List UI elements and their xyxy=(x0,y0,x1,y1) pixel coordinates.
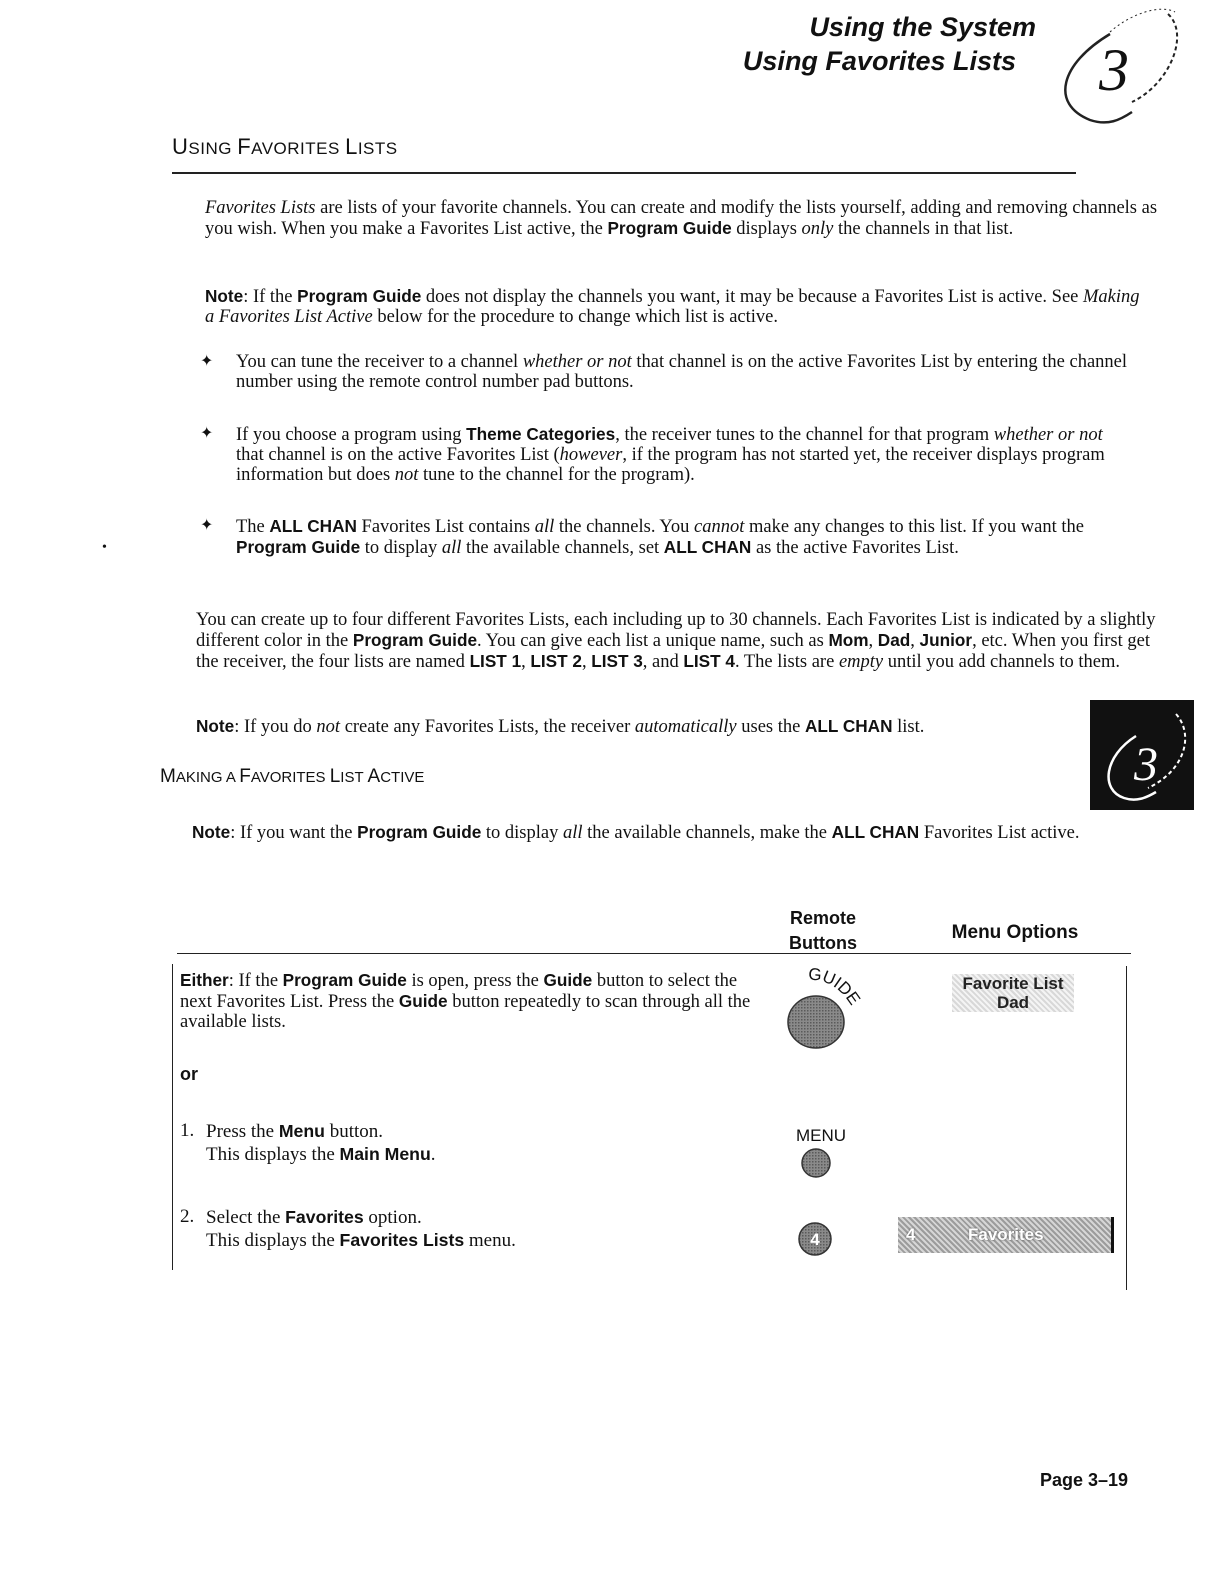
option-number: 4 xyxy=(906,1225,916,1244)
subsection-title-part: IST xyxy=(340,769,368,786)
section-title-part: L xyxy=(345,134,358,159)
option-label: Favorites xyxy=(968,1225,1044,1244)
text-run: ALL CHAN xyxy=(804,716,893,736)
text-run: Making a Favorites List Active xyxy=(205,287,1140,327)
text-run: ALL CHAN xyxy=(831,822,920,842)
text-run: LIST 1 xyxy=(469,651,522,671)
note-label: Note xyxy=(192,822,231,842)
text-run: Junior xyxy=(919,630,973,650)
text-run: below for the procedure to change which list is active. xyxy=(372,307,779,327)
menu-button-icon xyxy=(800,1146,832,1180)
instruction-step xyxy=(180,1120,740,1166)
note-label: Note xyxy=(196,716,235,736)
bullet-diamond-icon: ✦ xyxy=(200,425,214,442)
text-run: that channel is on the active Favorites List ( xyxy=(236,445,560,465)
text-run: This displays the xyxy=(206,1144,340,1165)
subsection-title xyxy=(160,766,424,788)
section-title-part: F xyxy=(237,134,252,159)
text-run: button repeatedly to scan through all the available lists. xyxy=(180,992,751,1032)
text-run: Main Menu xyxy=(339,1144,431,1164)
text-run: Favorites xyxy=(285,1207,364,1227)
subsection-title-part: AVORITES xyxy=(250,769,330,786)
text-run: until you add channels to them. xyxy=(883,652,1120,672)
instruction-either xyxy=(180,970,760,1032)
menu-button-label: MENU xyxy=(796,1126,847,1145)
text-run: menu. xyxy=(464,1230,516,1251)
text-run: . xyxy=(430,1144,436,1165)
text-run: , xyxy=(521,652,531,672)
column-header-remote-buttons xyxy=(770,906,876,956)
text-run: are lists of your favorite channels. You can create and modify the lists yourself, adding and removing channels as you wish. When you make a Favorites List active, the xyxy=(205,198,1158,239)
text-run: does not display the channels you want, it may be because a Favorites List is active. See xyxy=(421,287,1084,307)
note-label: Note xyxy=(205,286,244,306)
text-run: button. xyxy=(324,1121,383,1142)
text-run: Guide xyxy=(398,991,448,1011)
text-run: displays xyxy=(731,219,802,239)
section-title-part: AVORITES xyxy=(251,139,346,158)
text-run: empty xyxy=(838,652,884,672)
favorites-menu-option xyxy=(898,1217,1114,1253)
text-run: whether or not xyxy=(522,352,632,372)
text-run: Press the xyxy=(206,1121,279,1142)
section-title-part: ISTS xyxy=(357,139,398,158)
page-number: Page 3–19 xyxy=(1040,1470,1129,1490)
text-run: not xyxy=(394,465,419,485)
text-run: . The lists are xyxy=(734,652,839,672)
table-border-right xyxy=(1126,966,1127,1290)
text-run: Program Guide xyxy=(607,218,732,238)
option-line: Favorite List xyxy=(962,974,1064,993)
text-run: Program Guide xyxy=(352,630,478,650)
guide-button-icon xyxy=(780,968,868,1054)
chapter-tab-number: 3 xyxy=(1134,738,1158,791)
note-program-guide xyxy=(205,286,1150,327)
text-run: Favorites List contains xyxy=(356,517,535,537)
text-run: list. xyxy=(892,717,925,737)
text-run: create any Favorites Lists, the receiver xyxy=(340,717,635,737)
text-run: Guide xyxy=(543,970,593,990)
header-section-title: Using Favorites Lists xyxy=(742,46,1016,76)
subsection-title-part: L xyxy=(329,766,341,787)
text-run: : If you want the xyxy=(230,823,358,843)
number-four-label: 4 xyxy=(810,1230,820,1249)
text-run: The xyxy=(236,517,270,537)
step-number: 1. xyxy=(180,1120,195,1141)
text-run: the channels in that list. xyxy=(833,219,1014,239)
text-run: all xyxy=(562,823,583,843)
text-run: , xyxy=(868,631,878,651)
note-all-chan-active xyxy=(192,822,1152,843)
step-number: 2. xyxy=(180,1206,195,1227)
text-run: as the active Favorites List. xyxy=(751,538,959,558)
text-run: Mom xyxy=(828,630,869,650)
chapter-tab xyxy=(1090,700,1194,810)
stray-dot: • xyxy=(102,540,107,555)
text-run: is open, press the xyxy=(406,971,544,991)
text-run: make any changes to this list. If you want the xyxy=(744,517,1084,537)
text-run: only xyxy=(801,219,834,239)
text-run: to display xyxy=(360,538,442,558)
text-run: : If the xyxy=(243,287,298,307)
subsection-title-part: A xyxy=(367,766,381,787)
text-run: Dad xyxy=(877,630,911,650)
text-run: Program Guide xyxy=(357,822,482,842)
text-run: . You can give each list a unique name, such as xyxy=(477,631,829,651)
text-run: If you choose a program using xyxy=(236,425,467,445)
bullet-item xyxy=(200,352,1135,392)
text-run: the channels. You xyxy=(554,517,695,537)
option-line: Dad xyxy=(996,993,1030,1012)
text-run: Favorites Lists xyxy=(339,1230,465,1250)
text-run: the available channels, set xyxy=(461,538,664,558)
section-divider xyxy=(172,172,1076,174)
text-run: , if the program has not started yet, the receiver displays program information but does xyxy=(236,445,1105,485)
subsection-title-part: F xyxy=(239,766,251,787)
text-run: Menu xyxy=(278,1121,325,1141)
text-run: all xyxy=(534,517,555,537)
bullet-item xyxy=(200,424,1135,485)
guide-button-label: GUIDE xyxy=(807,968,865,1009)
text-run: Program Guide xyxy=(297,286,422,306)
header-chapter-title: Using the System xyxy=(809,12,1036,42)
text-run: cannot xyxy=(694,517,745,537)
text-run: Program Guide xyxy=(236,537,361,557)
text-run: not xyxy=(316,717,341,737)
text-run: : If you do xyxy=(234,717,317,737)
table-border-top xyxy=(177,953,1131,954)
text-run: LIST 4 xyxy=(683,651,735,671)
text-run: : If the xyxy=(228,971,283,991)
bullet-diamond-icon: ✦ xyxy=(200,517,214,534)
text-run: whether or not xyxy=(993,425,1103,445)
intro-paragraph xyxy=(205,198,1170,239)
favorites-lists-paragraph xyxy=(196,610,1156,672)
text-run: uses the xyxy=(736,717,805,737)
text-run: , xyxy=(581,652,592,672)
text-run: to display xyxy=(481,823,563,843)
instruction-step xyxy=(180,1206,740,1252)
chapter-number-mark xyxy=(1050,4,1182,124)
text-run: Favorites Lists xyxy=(205,198,316,218)
number-four-button-icon xyxy=(796,1220,834,1258)
text-run: automatically xyxy=(634,717,737,737)
note-automatic-all-chan xyxy=(196,716,1076,737)
text-run: all xyxy=(441,538,462,558)
text-run: , and xyxy=(642,652,684,672)
section-title xyxy=(172,134,398,160)
subsection-title-part: CTIVE xyxy=(380,769,425,786)
favorite-list-option xyxy=(952,974,1074,1012)
text-run: the available channels, make the xyxy=(582,823,832,843)
subsection-title-part: M xyxy=(160,766,176,787)
text-run: LIST 2 xyxy=(530,651,582,671)
text-run: that channel is on the active Favorites List by entering the channel number using the remote control number pad buttons. xyxy=(236,352,1128,392)
column-header-menu-options: Menu Options xyxy=(951,922,1079,943)
text-run: , the receiver tunes to the channel for that program xyxy=(615,425,994,445)
instruction-or: or xyxy=(180,1064,198,1084)
text-run: , etc. When you first get the receiver, the four lists are named xyxy=(196,631,1150,672)
text-run: option. xyxy=(363,1207,422,1228)
text-run: Favorites List active. xyxy=(919,823,1080,843)
bullet-diamond-icon: ✦ xyxy=(200,353,214,370)
bullet-item xyxy=(200,516,1135,558)
text-run: Select the xyxy=(206,1207,286,1228)
text-run: Theme Categories xyxy=(466,424,616,444)
text-run: Either xyxy=(180,970,229,990)
text-run: LIST 3 xyxy=(591,651,643,671)
text-run: tune to the channel for the program). xyxy=(418,465,695,485)
column-header-line: Buttons xyxy=(789,933,857,953)
text-run: You can tune the receiver to a channel xyxy=(236,352,523,372)
text-run: ALL CHAN xyxy=(269,516,357,536)
subsection-title-part: AKING A xyxy=(175,769,240,786)
chapter-number: 3 xyxy=(1099,37,1129,103)
text-run: This displays the xyxy=(206,1230,340,1251)
section-title-part: SING xyxy=(188,139,238,158)
table-border-left xyxy=(172,964,173,1270)
text-run: Program Guide xyxy=(282,970,407,990)
text-run: You can create up to four different Favorites Lists, each including up to 30 channels. Each Favorites List is indicated by a slightly different color in the xyxy=(196,610,1156,651)
text-run: button to select the next Favorites List. Press the xyxy=(180,971,738,1012)
text-run: ALL CHAN xyxy=(663,537,752,557)
section-title-part: U xyxy=(172,134,189,159)
text-run: however xyxy=(559,445,623,465)
text-run: , xyxy=(910,631,920,651)
column-header-line: Remote xyxy=(789,908,856,928)
